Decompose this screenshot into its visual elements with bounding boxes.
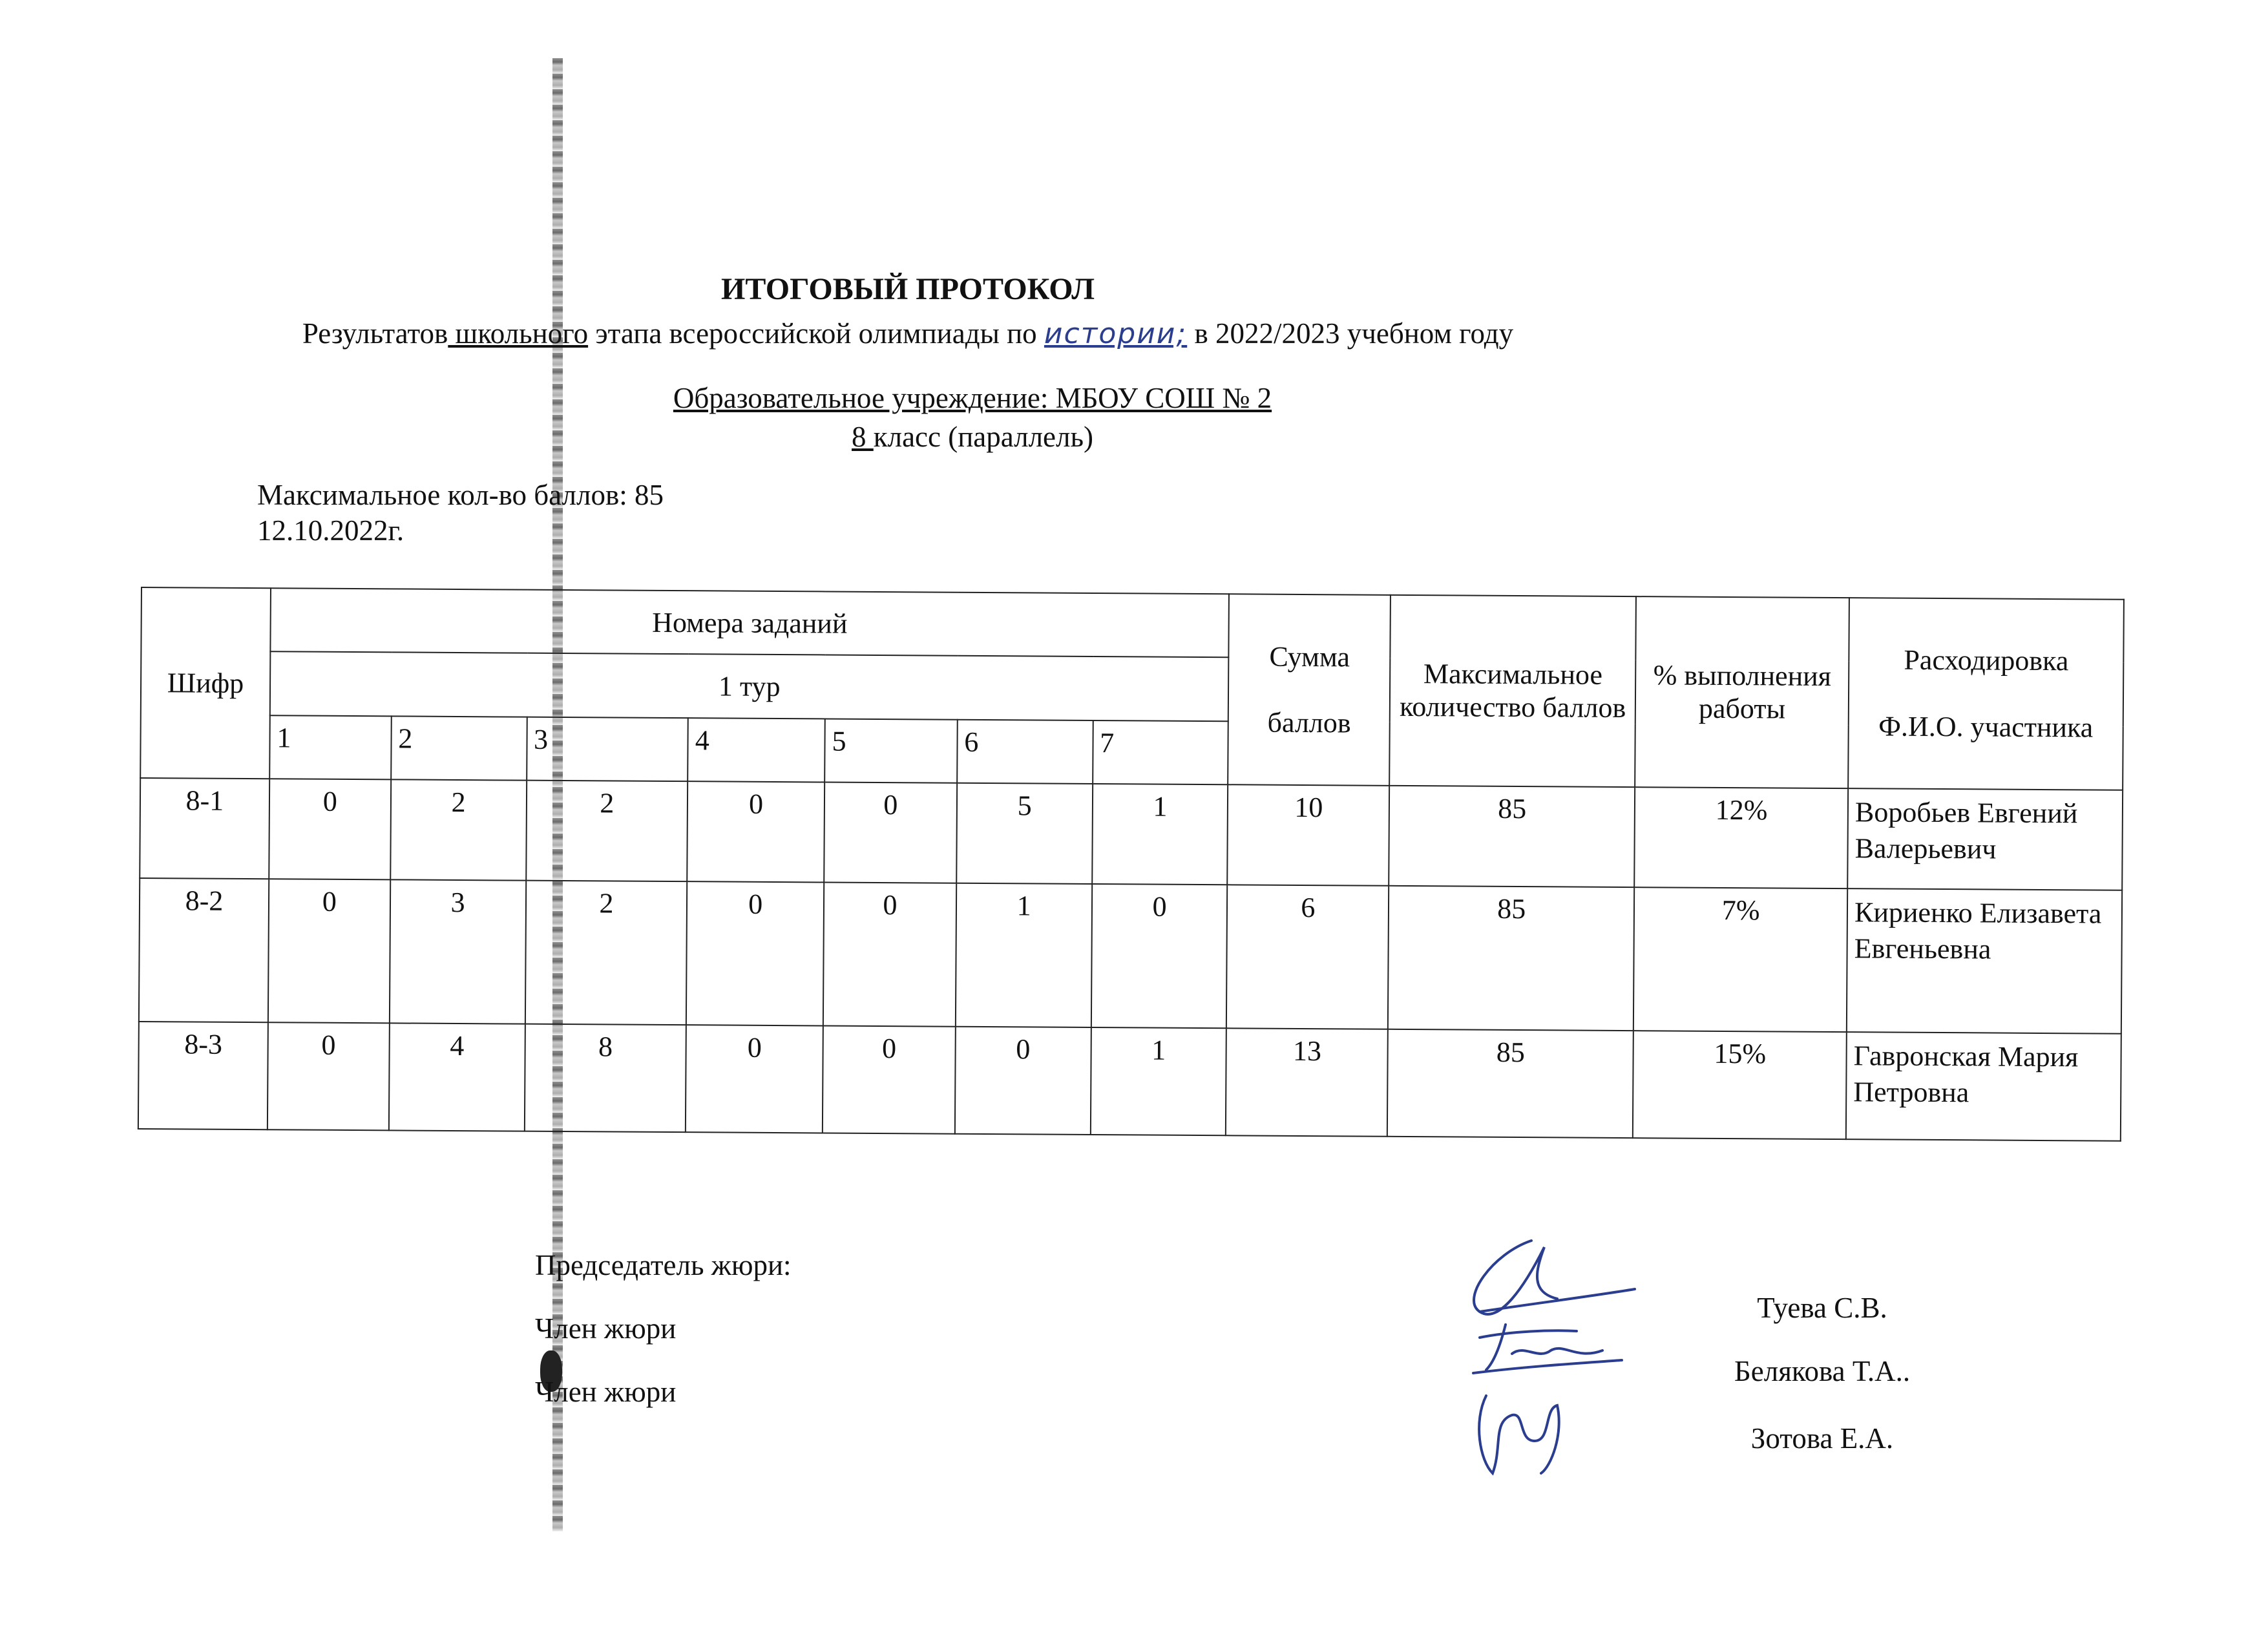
score-cell: 0 bbox=[1091, 884, 1227, 1029]
subtitle-part3: в 2022/2023 учебном году bbox=[1194, 317, 1514, 350]
header-round: 1 тур bbox=[270, 652, 1229, 721]
jury-member-name: Зотова Е.А. bbox=[1750, 1422, 1894, 1455]
sum-cell: 10 bbox=[1228, 784, 1390, 886]
document-subtitle bbox=[0, 317, 1816, 350]
max-cell: 85 bbox=[1388, 886, 1634, 1031]
task-number: 1 bbox=[269, 715, 391, 779]
score-cell: 1 bbox=[1092, 784, 1228, 885]
score-cell: 2 bbox=[526, 780, 688, 881]
task-number: 6 bbox=[957, 719, 1093, 784]
score-cell: 0 bbox=[823, 1026, 956, 1134]
header-tasks: Номера заданий bbox=[270, 588, 1229, 657]
document-title: ИТОГОВЫЙ ПРОТОКОЛ bbox=[721, 272, 1095, 306]
header-max: Максимальное количество баллов bbox=[1389, 595, 1636, 787]
jury-member-label: Член жюри bbox=[535, 1312, 677, 1345]
jury-member-name: Белякова Т.А.. bbox=[1734, 1355, 1911, 1387]
chairman-name: Туева С.В. bbox=[1757, 1292, 1887, 1324]
subject-handwritten: истории; bbox=[1044, 317, 1188, 350]
percent-cell: 15% bbox=[1633, 1031, 1847, 1140]
header-sum-line1: Сумма bbox=[1269, 640, 1350, 673]
results-table bbox=[138, 587, 2125, 1142]
max-cell: 85 bbox=[1387, 1029, 1633, 1138]
document-date: 12.10.2022г. bbox=[257, 514, 404, 547]
header-code: Шифр bbox=[140, 587, 271, 779]
header-percent: % выполнения работы bbox=[1635, 596, 1849, 788]
score-cell: 0 bbox=[823, 882, 956, 1027]
score-cell: 2 bbox=[390, 779, 527, 880]
header-sum-line2: баллов bbox=[1267, 706, 1351, 739]
row-code: 8-3 bbox=[138, 1022, 268, 1129]
score-cell: 1 bbox=[956, 883, 1092, 1028]
task-number: 3 bbox=[527, 717, 688, 781]
score-cell: 0 bbox=[268, 1023, 390, 1131]
score-cell: 0 bbox=[824, 782, 957, 883]
table-row bbox=[139, 878, 2122, 1034]
table-row bbox=[138, 1022, 2121, 1140]
table-row bbox=[140, 778, 2123, 890]
score-cell: 2 bbox=[525, 881, 687, 1025]
fio-cell: Воробьев Евгений Валерьевич bbox=[1847, 788, 2123, 890]
task-number: 2 bbox=[391, 716, 527, 781]
subtitle-part1: Результатов bbox=[302, 317, 448, 350]
class-line bbox=[0, 420, 1945, 454]
jury-member-label: Член жюри bbox=[535, 1376, 677, 1408]
chairman-label: Председатель жюри: bbox=[535, 1249, 792, 1281]
subtitle-stage: школьного bbox=[448, 317, 589, 350]
sum-cell: 6 bbox=[1226, 885, 1389, 1029]
header-decode-line1: Расходировка bbox=[1904, 644, 2069, 677]
signature-stroke bbox=[1479, 1396, 1559, 1473]
header-decode-line2: Ф.И.О. участника bbox=[1878, 710, 2094, 744]
score-cell: 4 bbox=[389, 1024, 525, 1131]
class-number: 8 bbox=[852, 421, 874, 453]
max-cell: 85 bbox=[1389, 786, 1635, 887]
class-suffix: класс (параллель) bbox=[873, 421, 1093, 453]
fio-cell: Кириенко Елизавета Евгеньевна bbox=[1847, 888, 2122, 1034]
score-cell: 0 bbox=[687, 781, 824, 882]
sum-cell: 13 bbox=[1226, 1029, 1388, 1137]
score-cell: 8 bbox=[524, 1024, 686, 1132]
score-cell: 0 bbox=[686, 1025, 823, 1133]
task-number: 4 bbox=[688, 718, 824, 782]
score-cell: 5 bbox=[956, 783, 1093, 884]
score-cell: 0 bbox=[955, 1027, 1091, 1135]
row-code: 8-2 bbox=[139, 878, 269, 1023]
percent-cell: 7% bbox=[1633, 887, 1847, 1032]
subtitle-part2: этапа всероссийской олимпиады по bbox=[588, 317, 1044, 350]
percent-cell: 12% bbox=[1634, 787, 1848, 888]
row-code: 8-1 bbox=[140, 778, 269, 879]
signature-stroke bbox=[1480, 1289, 1635, 1312]
max-score: Максимальное кол-во баллов: 85 bbox=[257, 479, 664, 511]
task-number: 7 bbox=[1093, 720, 1228, 785]
fio-cell: Гавронская Мария Петровна bbox=[1846, 1033, 2121, 1141]
signature-stroke bbox=[1480, 1330, 1577, 1338]
score-cell: 0 bbox=[268, 879, 390, 1024]
signature-stroke bbox=[1473, 1360, 1622, 1373]
header-decode bbox=[1848, 598, 2124, 790]
score-cell: 1 bbox=[1090, 1027, 1226, 1135]
handwritten-signatures bbox=[1454, 1228, 1661, 1499]
score-cell: 0 bbox=[269, 779, 391, 879]
score-cell: 0 bbox=[686, 881, 824, 1026]
organization: Образовательное учреждение: МБОУ СОШ № 2 bbox=[673, 382, 1272, 414]
header-row-1 bbox=[141, 587, 2124, 663]
score-cell: 3 bbox=[390, 879, 526, 1024]
task-number: 5 bbox=[824, 719, 957, 783]
header-sum bbox=[1228, 594, 1391, 785]
